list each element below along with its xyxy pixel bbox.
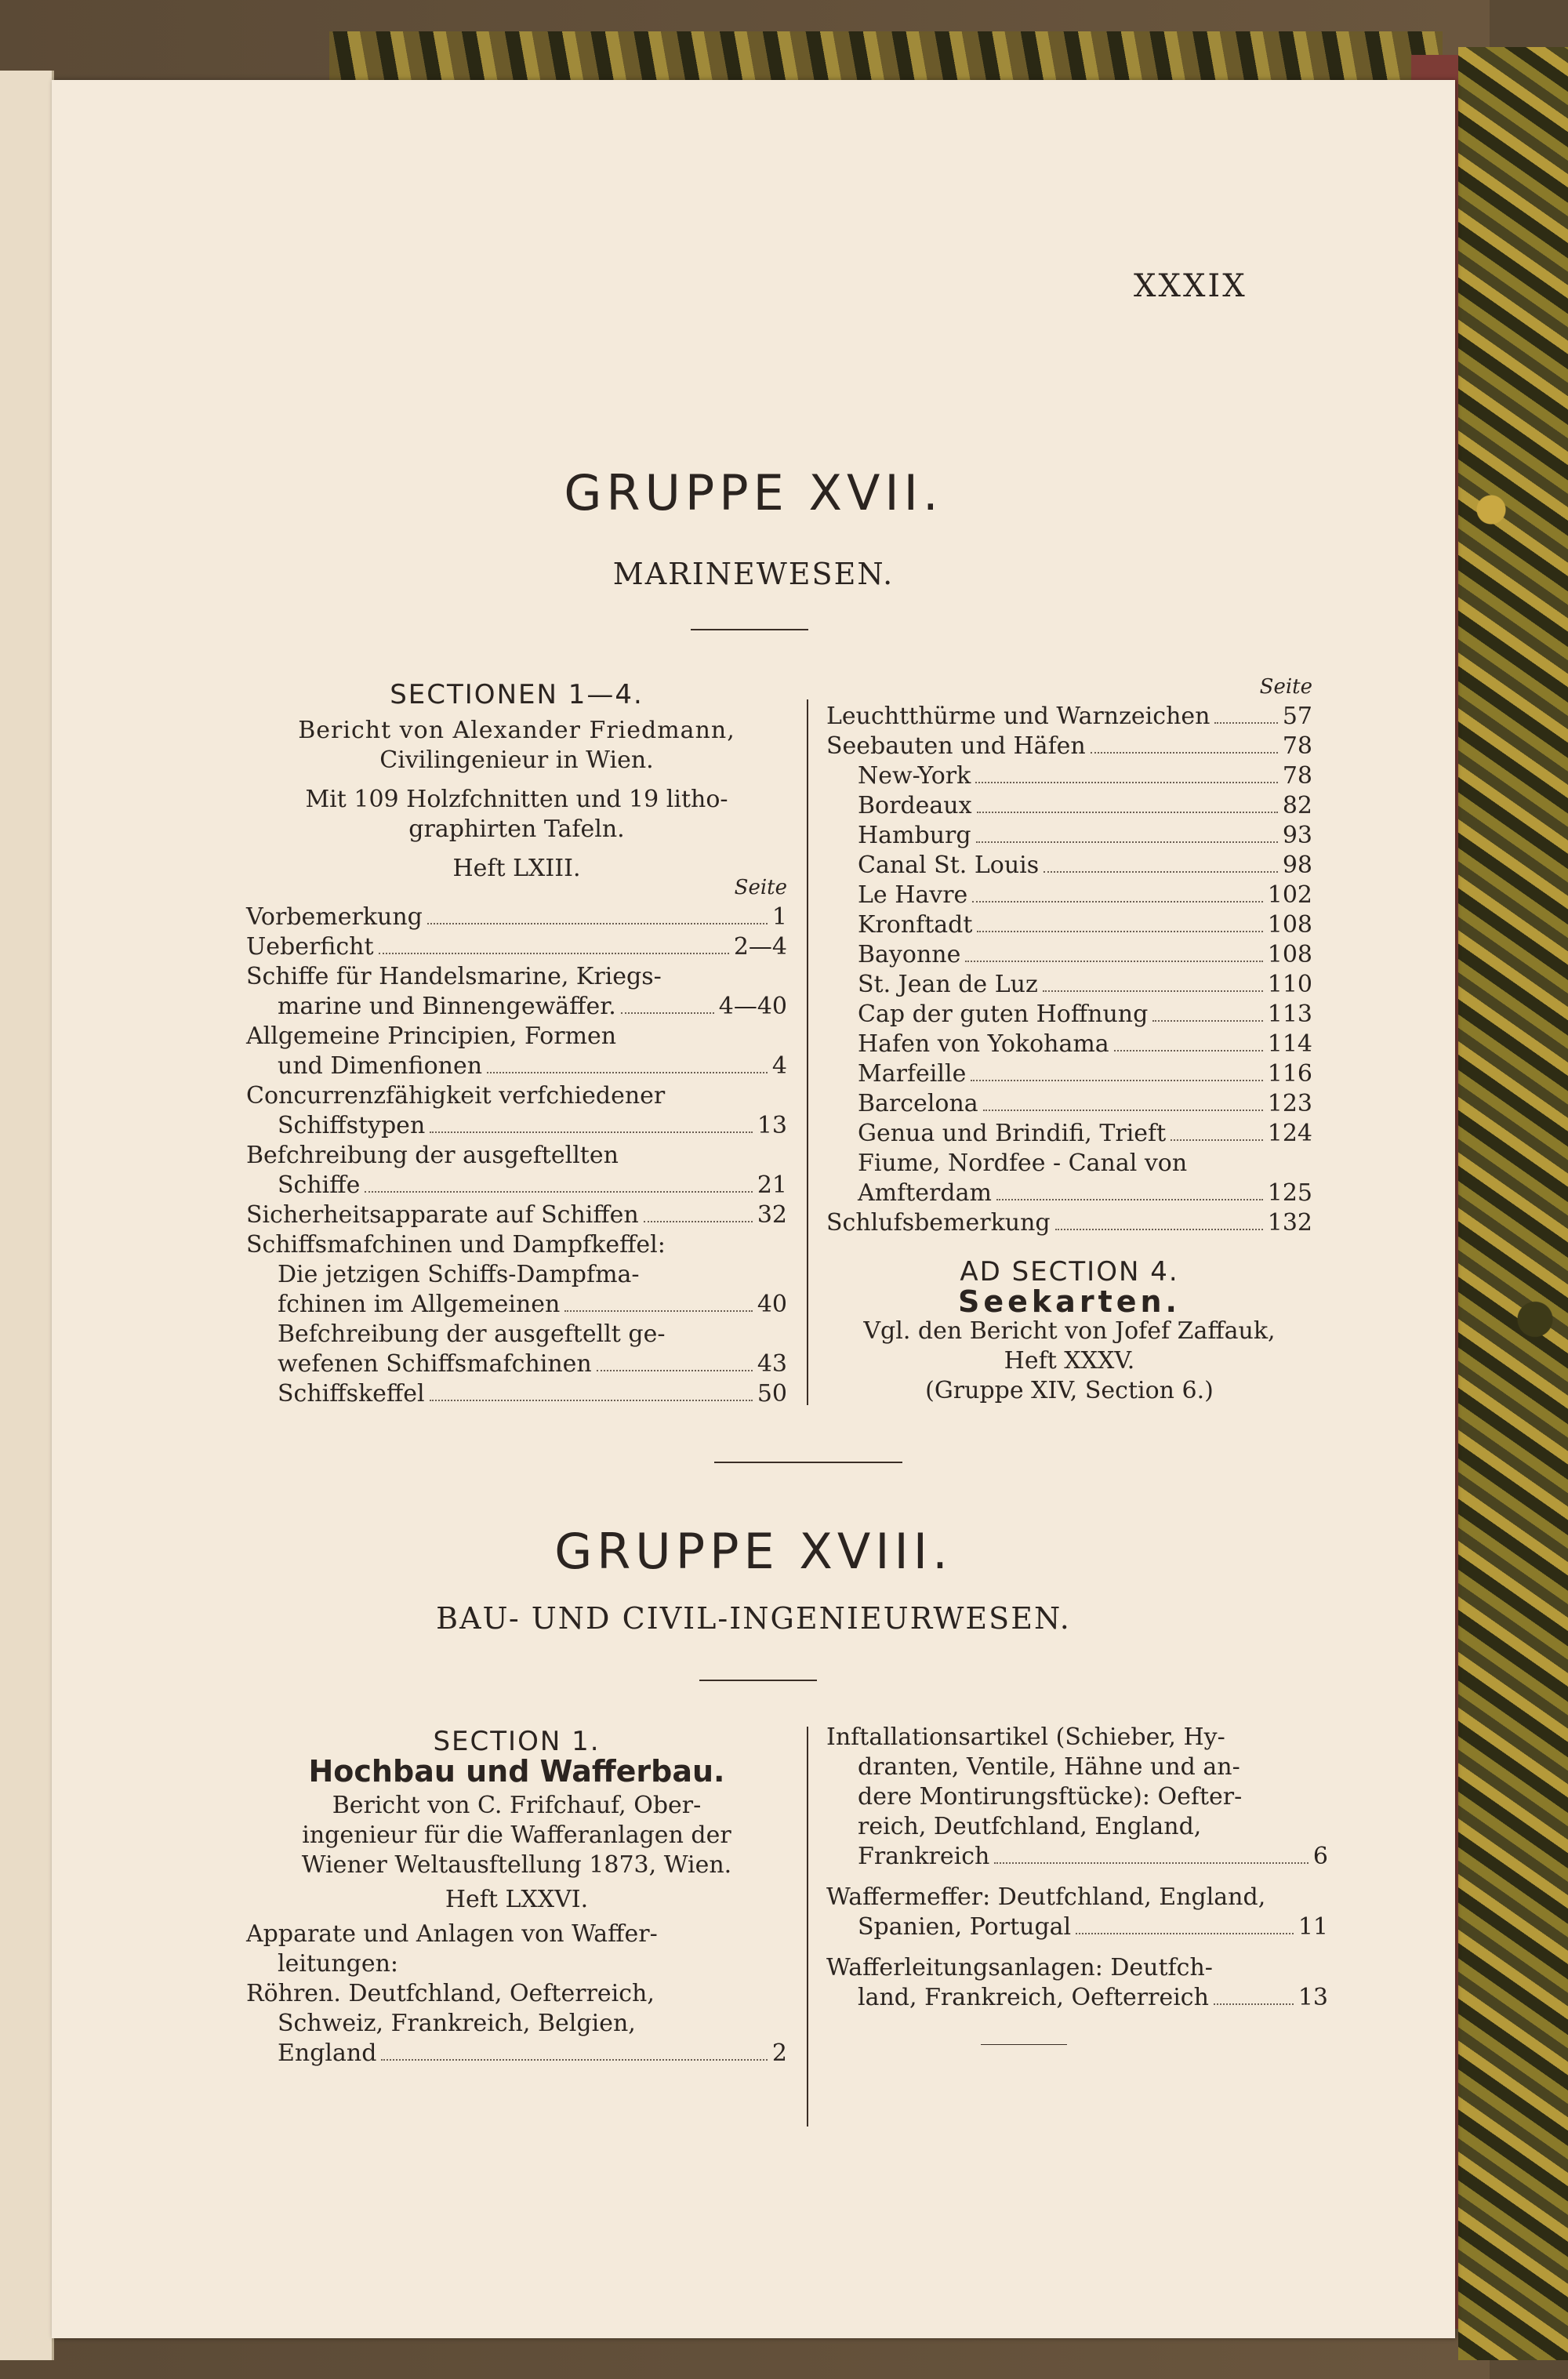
illustrations-note: Mit 109 Holzfchnitten und 19 litho- — [305, 786, 728, 813]
toc-entry-page: 21 — [757, 1171, 787, 1199]
toc-entry-page: 78 — [1282, 762, 1312, 790]
toc-entry-title: Frankreich — [858, 1843, 990, 1870]
toc-entry-page: 2—4 — [733, 933, 787, 961]
dot-leader — [1076, 1933, 1294, 1934]
toc-entry-text: Waffermeffer: Deutfchland, England, — [826, 1883, 1266, 1911]
reference-gruppe: (Gruppe XIV, Section 6.) — [925, 1377, 1214, 1404]
toc-entry-title: New-York — [858, 762, 971, 790]
dot-leader — [621, 1012, 714, 1014]
toc-entry-page: 78 — [1282, 732, 1312, 760]
toc-entry — [246, 1200, 787, 1230]
dot-leader — [1171, 1139, 1263, 1141]
dot-leader — [381, 2059, 767, 2061]
group-18-title: GRUPPE XVIII. — [554, 1523, 953, 1580]
toc-entry — [246, 1051, 787, 1081]
column-rule — [807, 699, 808, 1405]
toc-entry-page: 108 — [1267, 911, 1312, 939]
toc-entry-page: 113 — [1267, 1001, 1312, 1028]
group-18-left-column — [246, 1727, 787, 2068]
toc-entry — [826, 1912, 1328, 1942]
dot-leader — [644, 1221, 753, 1222]
dot-leader — [972, 901, 1262, 903]
toc-entry-text: dranten, Ventile, Hähne und an- — [858, 1753, 1240, 1781]
toc-entry-page: 132 — [1267, 1209, 1312, 1237]
heft-number: Heft LXXVI. — [445, 1886, 589, 1913]
toc-entry-title: Allgemeine Principien, Formen — [246, 1022, 617, 1050]
toc-entry-title: Schiffe für Handelsmarine, Kriegs- — [246, 963, 662, 990]
toc-entry-title: Le Havre — [858, 881, 968, 909]
dot-leader — [487, 1072, 768, 1073]
toc-entry-text: Apparate und Anlagen von Waffer- — [246, 1920, 658, 1948]
toc-entry-title: Die jetzigen Schiffs-Dampfma- — [278, 1261, 640, 1288]
toc-entry-title: Bayonne — [858, 941, 961, 968]
toc-entry-title: land, Frankreich, Oefterreich — [858, 1984, 1209, 2011]
toc-entry — [826, 791, 1312, 821]
toc-entry — [246, 932, 787, 962]
toc-entry-text: Röhren. Deutfchland, Oefterreich, — [246, 1980, 655, 2007]
dot-leader — [1091, 752, 1278, 754]
dot-leader — [977, 931, 1262, 932]
toc-entry-page: 4 — [771, 1052, 787, 1080]
toc-entry-title: Spanien, Portugal — [858, 1913, 1072, 1941]
seite-label: Seite — [734, 876, 787, 899]
dot-leader — [379, 953, 729, 954]
dot-leader — [1044, 871, 1278, 873]
toc-entry — [246, 1022, 787, 1051]
group-17-left-column — [246, 680, 787, 1409]
toc-entry-page: 116 — [1267, 1060, 1312, 1088]
toc-entry — [246, 1230, 787, 1260]
toc-entry-page: 50 — [757, 1380, 787, 1407]
toc-entry — [246, 1111, 787, 1141]
toc-entry — [246, 992, 787, 1022]
group-18-right-column — [826, 1723, 1328, 2013]
toc-entry — [246, 1290, 787, 1320]
divider — [699, 1680, 817, 1681]
toc-entry-text: Wafferleitungsanlagen: Deutfch- — [826, 1954, 1213, 1981]
toc-entry-title: Schiffe — [278, 1171, 361, 1199]
column-rule — [807, 1727, 808, 2127]
toc-entry-page: 11 — [1298, 1913, 1328, 1941]
toc-entry-page: 123 — [1267, 1090, 1312, 1117]
report-author: Bericht von Alexander Friedmann, — [298, 717, 735, 744]
toc-entry-title: Schlufsbemerkung — [826, 1209, 1051, 1237]
toc-entry-page: 13 — [1298, 1984, 1328, 2011]
dot-leader — [983, 1110, 1263, 1111]
section-title: Hochbau und Wafferbau. — [308, 1754, 725, 1789]
toc-entry-title: Schiffskeffel — [278, 1380, 425, 1407]
toc-entry-page: 108 — [1267, 941, 1312, 968]
toc-entry-text: reich, Deutfchland, England, — [858, 1813, 1202, 1840]
marbled-endpaper — [1458, 47, 1568, 2360]
toc-entry — [246, 1260, 787, 1290]
seite-label: Seite — [1259, 675, 1312, 699]
toc-entry-title: Concurrenzfähigkeit verfchiedener — [246, 1082, 666, 1110]
dot-leader — [1214, 722, 1277, 724]
toc-entry-page: 43 — [757, 1350, 787, 1378]
toc-entry-title: Ueberficht — [246, 933, 374, 961]
toc-entry — [246, 2039, 787, 2068]
toc-entry-title: Fiume, Nordfee - Canal von — [858, 1150, 1188, 1177]
toc-entry — [246, 1320, 787, 1349]
toc-entry-title: St. Jean de Luz — [858, 971, 1038, 998]
toc-entry — [826, 1000, 1312, 1030]
divider — [981, 2044, 1067, 2045]
report-author: Bericht von C. Frifchauf, Ober- — [332, 1792, 702, 1819]
toc-entry — [246, 903, 787, 932]
toc-entry — [826, 851, 1312, 881]
toc-entry-title: Genua und Brindifi, Trieft — [858, 1120, 1167, 1147]
toc-entry-page: 1 — [771, 903, 787, 931]
toc-entry-title: Kronftadt — [858, 911, 973, 939]
toc-entry-page: 6 — [1312, 1843, 1328, 1870]
toc-entry-title: Cap der guten Hoffnung — [858, 1001, 1149, 1028]
divider — [691, 629, 808, 630]
page-folio: XXXIX — [1134, 268, 1247, 304]
group-18-subtitle: BAU- UND CIVIL-INGENIEURWESEN. — [436, 1601, 1071, 1636]
toc-entry-page: 13 — [757, 1112, 787, 1139]
toc-entry — [826, 1119, 1312, 1149]
toc-entry — [826, 1208, 1312, 1238]
toc-entry-title: Vorbemerkung — [246, 903, 423, 931]
group-17-title: GRUPPE XVII. — [564, 464, 943, 521]
toc-entry-title: marine und Binnengewäffer. — [278, 993, 616, 1020]
report-author-title: Civilingenieur in Wien. — [379, 746, 654, 774]
dot-leader — [1043, 990, 1263, 992]
toc-entry-page: 82 — [1282, 792, 1312, 819]
toc-entry-page: 32 — [757, 1201, 787, 1229]
toc-entry-page: 114 — [1267, 1030, 1312, 1058]
report-author-cont: Wiener Weltausftellung 1873, Wien. — [301, 1851, 732, 1879]
toc-entry — [826, 910, 1312, 940]
toc-list — [826, 702, 1312, 1238]
toc-entry-title: Befchreibung der ausgeftellt ge- — [278, 1320, 666, 1348]
dot-leader — [975, 782, 1278, 783]
dot-leader — [977, 812, 1278, 813]
toc-entry-title: Befchreibung der ausgeftellten — [246, 1142, 619, 1169]
group-17-subtitle: MARINEWESEN. — [612, 557, 895, 591]
toc-entry-title: wefenen Schiffsmafchinen — [278, 1350, 592, 1378]
report-author-cont: ingenieur für die Wafferanlagen der — [302, 1821, 731, 1849]
toc-entry — [826, 732, 1312, 761]
toc-entry — [826, 1030, 1312, 1059]
toc-entry-text: Inftallationsartikel (Schieber, Hy- — [826, 1723, 1225, 1751]
toc-entry-title: Canal St. Louis — [858, 852, 1040, 879]
toc-entry-text: Schweiz, Frankreich, Belgien, — [278, 2010, 636, 2037]
dot-leader — [994, 1862, 1308, 1864]
group-17-right-column — [826, 672, 1312, 1406]
dot-leader — [1055, 1229, 1263, 1230]
previous-page-edge — [0, 71, 54, 2360]
dot-leader — [1114, 1050, 1263, 1051]
toc-entry-title: Marfeille — [858, 1060, 967, 1088]
toc-entry-page: 93 — [1282, 822, 1312, 849]
illustrations-note-cont: graphirten Tafeln. — [408, 815, 625, 843]
dot-leader — [965, 961, 1262, 962]
toc-entry-text: leitungen: — [278, 1950, 399, 1978]
toc-entry — [246, 1081, 787, 1111]
dot-leader — [430, 1131, 753, 1133]
toc-entry — [246, 1171, 787, 1200]
dot-leader — [597, 1370, 753, 1371]
toc-entry — [826, 881, 1312, 910]
toc-entry-page: 110 — [1267, 971, 1312, 998]
toc-entry — [826, 1842, 1328, 1872]
toc-entry-title: Barcelona — [858, 1090, 978, 1117]
toc-entry-title: Amfterdam — [858, 1179, 992, 1207]
dot-leader — [1152, 1020, 1262, 1022]
toc-entry-title: Bordeaux — [858, 792, 972, 819]
toc-entry — [826, 821, 1312, 851]
reference-heft: Heft XXXV. — [1004, 1347, 1135, 1375]
heft-number: Heft LXIII. — [452, 855, 581, 882]
toc-entry — [826, 940, 1312, 970]
toc-entry-title: England — [278, 2039, 377, 2067]
dot-leader — [365, 1191, 752, 1193]
section-heading: SECTION 1. — [433, 1726, 601, 1757]
toc-entry-title: fchinen im Allgemeinen — [278, 1291, 561, 1318]
divider — [714, 1462, 902, 1463]
toc-entry-title: Hamburg — [858, 822, 971, 849]
toc-entry-page: 125 — [1267, 1179, 1312, 1207]
toc-entry-title: Schiffsmafchinen und Dampfkeffel: — [246, 1231, 666, 1259]
toc-entry-title: Schiffstypen — [278, 1112, 426, 1139]
toc-entry — [246, 1379, 787, 1409]
toc-entry-title: Sicherheitsapparate auf Schiffen — [246, 1201, 639, 1229]
section-heading: SECTIONEN 1—4. — [390, 679, 644, 710]
toc-entry — [826, 1179, 1312, 1208]
toc-entry-title: Hafen von Yokohama — [858, 1030, 1109, 1058]
toc-entry — [826, 1149, 1312, 1179]
toc-entry — [826, 1089, 1312, 1119]
toc-entry — [246, 962, 787, 992]
book-page — [52, 80, 1455, 2338]
toc-entry-title: Leuchtthürme und Warnzeichen — [826, 703, 1210, 730]
toc-entry-page: 4—40 — [718, 993, 787, 1020]
dot-leader — [427, 923, 768, 924]
toc-entry — [246, 1349, 787, 1379]
toc-entry-page: 40 — [757, 1291, 787, 1318]
toc-entry-page: 57 — [1282, 703, 1312, 730]
dot-leader — [1214, 2003, 1294, 2005]
dot-leader — [430, 1400, 753, 1401]
toc-entry-title: und Dimenfionen — [278, 1052, 483, 1080]
seekarten-heading: Seekarten. — [958, 1284, 1181, 1319]
toc-entry-page: 124 — [1267, 1120, 1312, 1147]
reference-note: Vgl. den Bericht von Jofef Zaffauk, — [863, 1317, 1276, 1345]
toc-entry-title: Seebauten und Häfen — [826, 732, 1086, 760]
toc-entry — [826, 970, 1312, 1000]
toc-entry — [826, 1059, 1312, 1089]
toc-list — [246, 903, 787, 1409]
toc-entry-page: 98 — [1282, 852, 1312, 879]
toc-entry-page: 2 — [771, 2039, 787, 2067]
ad-section-heading: AD SECTION 4. — [960, 1256, 1179, 1288]
toc-entry-page: 102 — [1267, 881, 1312, 909]
dot-leader — [996, 1199, 1263, 1200]
dot-leader — [564, 1310, 752, 1312]
toc-entry — [826, 1983, 1328, 2013]
toc-entry — [826, 761, 1312, 791]
toc-entry — [826, 702, 1312, 732]
toc-entry — [246, 1141, 787, 1171]
dot-leader — [971, 1080, 1262, 1081]
toc-entry-text: dere Montirungsftücke): Oefter- — [858, 1783, 1243, 1811]
dot-leader — [976, 841, 1278, 843]
